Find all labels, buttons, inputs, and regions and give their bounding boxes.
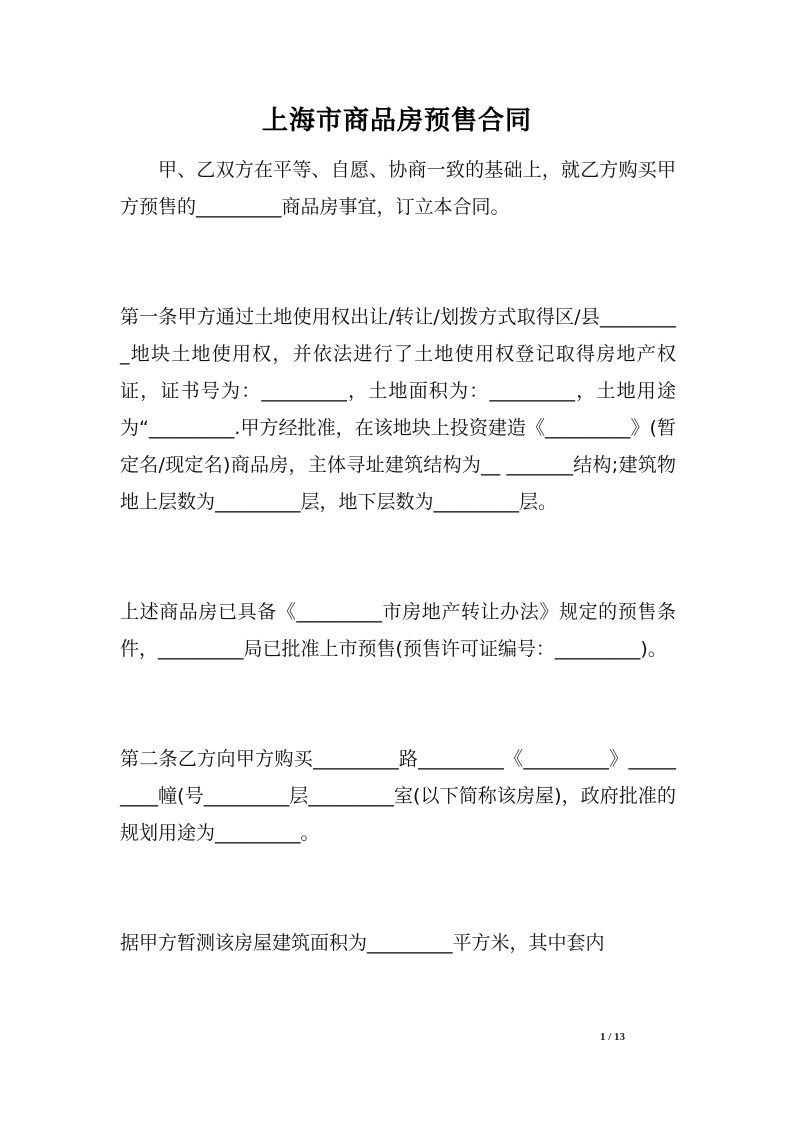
paragraph-spacer [120, 668, 676, 741]
paragraph-spacer [120, 521, 676, 594]
article-1-paragraph: 第一条甲方通过土地使用权出让/转让/划拨方式取得区/县_________地块土地使用权，并依法进行了土地使用权登记取得房地产权证，证书号为：_________，土地面积为：_________，土地用途为“_________.甲方经批准，在该地块上投资建造《_________》(暂定名/现定名)商品房，主体寻址建筑结构为__ _______结构;建筑物地上层数为_________层，地下层数为_________层。 [120, 306, 676, 513]
article-2-paragraph: 第二条乙方向甲方购买_________路_________《_________》_________幢(号_________层_________室(以下简称该房屋)，政府批准的规划用途为_________。 [120, 748, 676, 844]
document-title: 上海市商品房预售合同 [261, 106, 532, 136]
page-number: 1 / 13 [600, 1031, 626, 1043]
intro-paragraph: 甲、乙双方在平等、自愿、协商一致的基础上，就乙方购买甲方预售的_________商品房事宜，订立本合同。 [120, 159, 676, 218]
paragraph-spacer [120, 226, 676, 299]
document-body [120, 152, 676, 962]
paragraph-spacer [120, 852, 676, 925]
area-paragraph: 据甲方暂测该房屋建筑面积为_________平方米，其中套内 [120, 932, 605, 954]
presale-conditions-paragraph: 上述商品房已具备《_________市房地产转让办法》规定的预售条件，_________局已批准上市预售(预售许可证编号：_________)。 [120, 601, 676, 660]
